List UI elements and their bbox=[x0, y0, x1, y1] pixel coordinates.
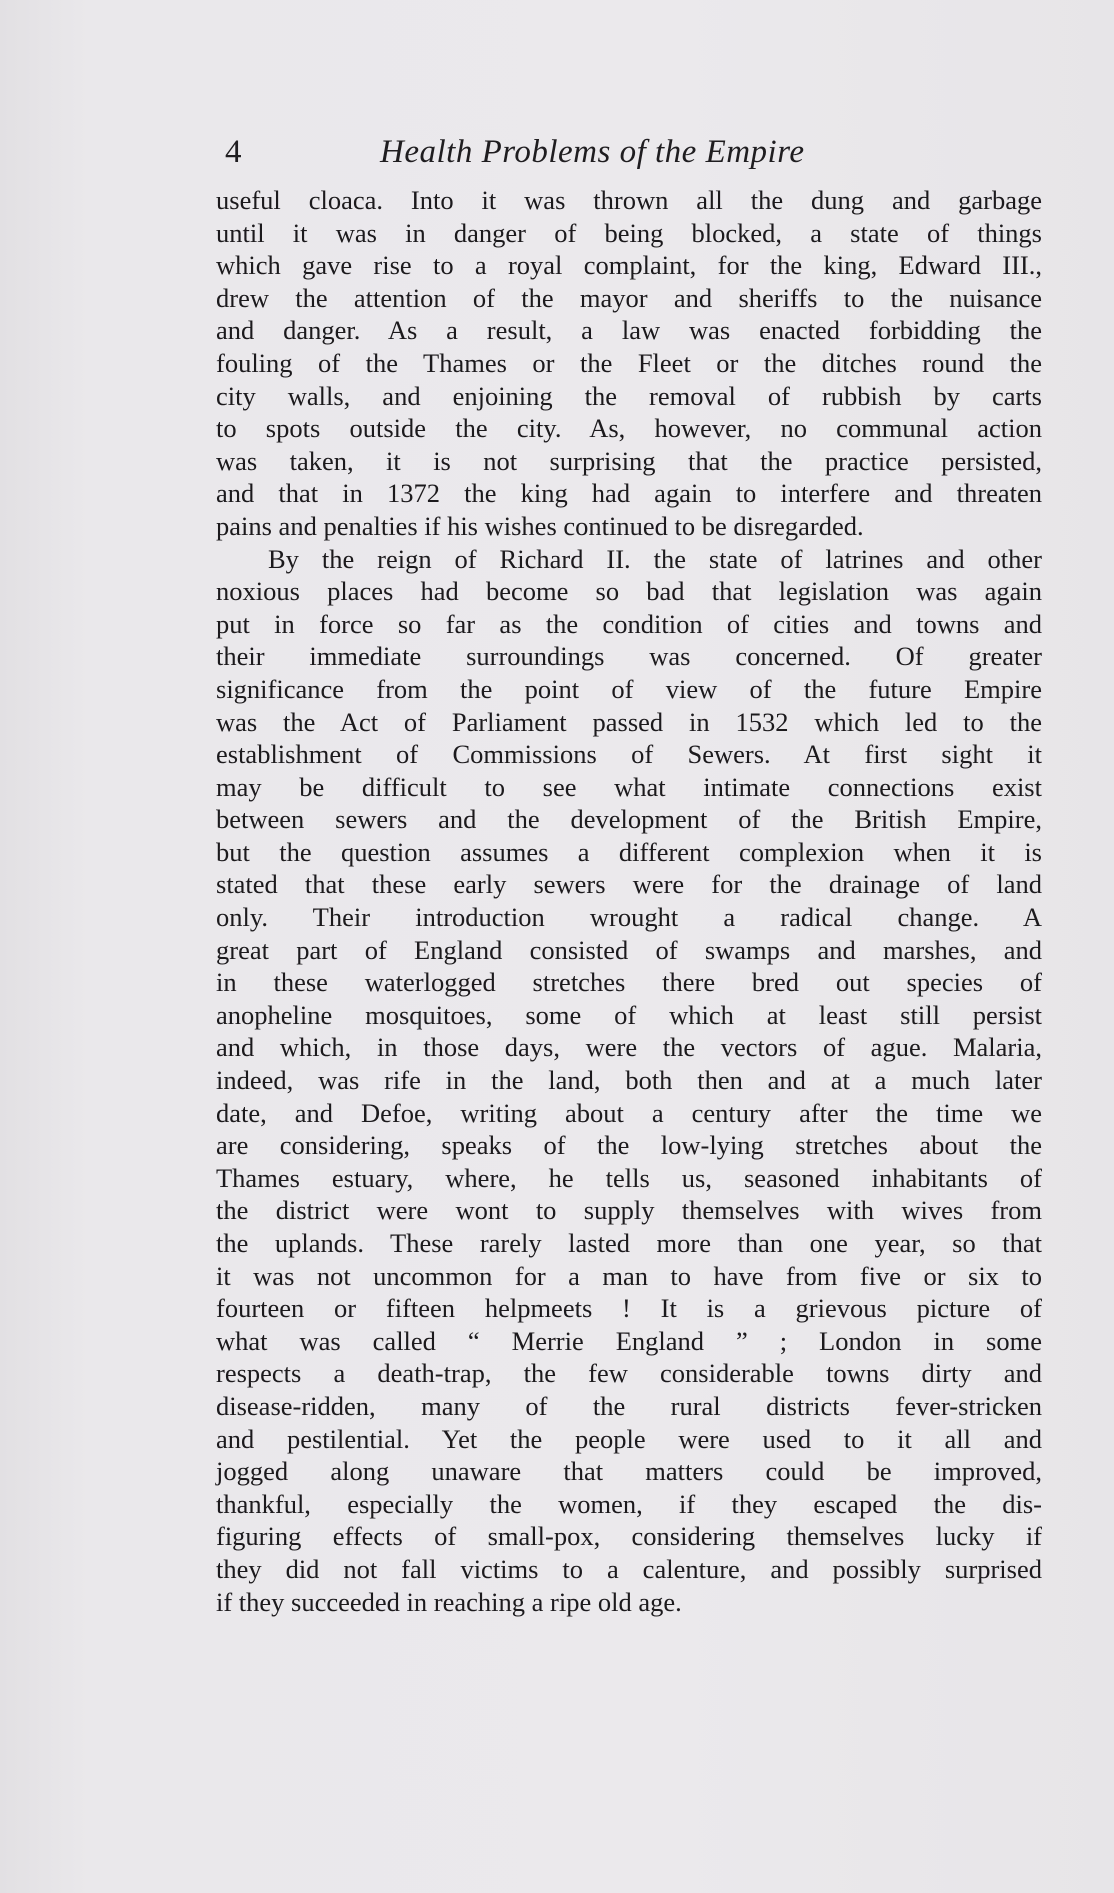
text-line: indeed, was rife in the land, both then and at a much later bbox=[216, 1065, 1042, 1096]
text-line: their immediate surroundings was concerned. Of greater bbox=[216, 641, 1042, 672]
text-line: disease-ridden, many of the rural districts fever-stricken bbox=[216, 1390, 1042, 1421]
text-line: which gave rise to a royal complaint, for the king, Edward III., bbox=[216, 250, 1042, 281]
text-line: city walls, and enjoining the removal of rubbish by carts bbox=[216, 380, 1042, 411]
text-line: date, and Defoe, writing about a century after the time we bbox=[216, 1097, 1042, 1128]
text-line: are considering, speaks of the low-lying stretches about the bbox=[216, 1130, 1042, 1161]
text-line: and danger. As a result, a law was enacted forbidding the bbox=[216, 315, 1042, 346]
text-line: if they succeeded in reaching a ripe old age. bbox=[216, 1586, 682, 1617]
body-text bbox=[216, 184, 1042, 1618]
text-line: pains and penalties if his wishes continued to be disregarded. bbox=[216, 510, 864, 541]
running-title: Health Problems of the Empire bbox=[380, 134, 805, 170]
text-line: the uplands. These rarely lasted more than one year, so that bbox=[216, 1228, 1042, 1258]
text-line: fouling of the Thames or the Fleet or the ditches round the bbox=[216, 347, 1042, 378]
text-line: to spots outside the city. As, however, no communal action bbox=[216, 413, 1042, 444]
text-line: Thames estuary, where, he tells us, seasoned inhabitants of bbox=[216, 1162, 1042, 1193]
text-line: may be difficult to see what intimate connections exist bbox=[216, 771, 1042, 802]
text-line: was taken, it is not surprising that the practice persisted, bbox=[216, 445, 1042, 476]
text-line: between sewers and the development of the British Empire, bbox=[216, 804, 1042, 835]
text-line: respects a death-trap, the few considerable towns dirty and bbox=[216, 1358, 1042, 1389]
paragraph-first-line: By the reign of Richard II. the state of latrines and other bbox=[268, 543, 1042, 574]
running-head bbox=[225, 128, 895, 176]
text-line: in these waterlogged stretches there bred out species of bbox=[216, 967, 1042, 998]
text-line: and that in 1372 the king had again to interfere and threaten bbox=[216, 478, 1042, 509]
text-line: until it was in danger of being blocked, a state of things bbox=[216, 217, 1042, 248]
text-line: was the Act of Parliament passed in 1532 which led to the bbox=[216, 706, 1042, 737]
text-line: stated that these early sewers were for the drainage of land bbox=[216, 869, 1042, 900]
text-line: the district were wont to supply themselves with wives from bbox=[216, 1195, 1042, 1226]
text-line: establishment of Commissions of Sewers. At first sight it bbox=[216, 739, 1042, 770]
text-line: they did not fall victims to a calenture, and possibly surprised bbox=[216, 1553, 1042, 1584]
text-line: it was not uncommon for a man to have from five or six to bbox=[216, 1260, 1042, 1291]
page-number: 4 bbox=[225, 134, 242, 170]
text-line: what was called “ Merrie England ” ; London in some bbox=[216, 1325, 1042, 1356]
text-line: useful cloaca. Into it was thrown all the dung and garbage bbox=[216, 185, 1042, 215]
text-line: drew the attention of the mayor and sheriffs to the nuisance bbox=[216, 282, 1042, 313]
text-line: and which, in those days, were the vectors of ague. Malaria, bbox=[216, 1032, 1042, 1063]
text-line: jogged along unaware that matters could be improved, bbox=[216, 1456, 1042, 1487]
text-line: figuring effects of small-pox, considering themselves lucky if bbox=[216, 1521, 1042, 1552]
text-line: anopheline mosquitoes, some of which at least still persist bbox=[216, 999, 1042, 1030]
text-line: fourteen or fifteen helpmeets ! It is a grievous picture of bbox=[216, 1293, 1042, 1324]
text-line: put in force so far as the condition of cities and towns and bbox=[216, 608, 1042, 639]
text-line: and pestilential. Yet the people were used to it all and bbox=[216, 1423, 1042, 1454]
text-line: great part of England consisted of swamps and marshes, and bbox=[216, 934, 1042, 965]
text-line: only. Their introduction wrought a radical change. A bbox=[216, 902, 1042, 933]
text-line: noxious places had become so bad that legislation was again bbox=[216, 576, 1042, 607]
text-line: thankful, especially the women, if they escaped the dis- bbox=[216, 1488, 1042, 1519]
text-line: but the question assumes a different complexion when it is bbox=[216, 836, 1042, 867]
text-line: significance from the point of view of the future Empire bbox=[216, 673, 1042, 704]
